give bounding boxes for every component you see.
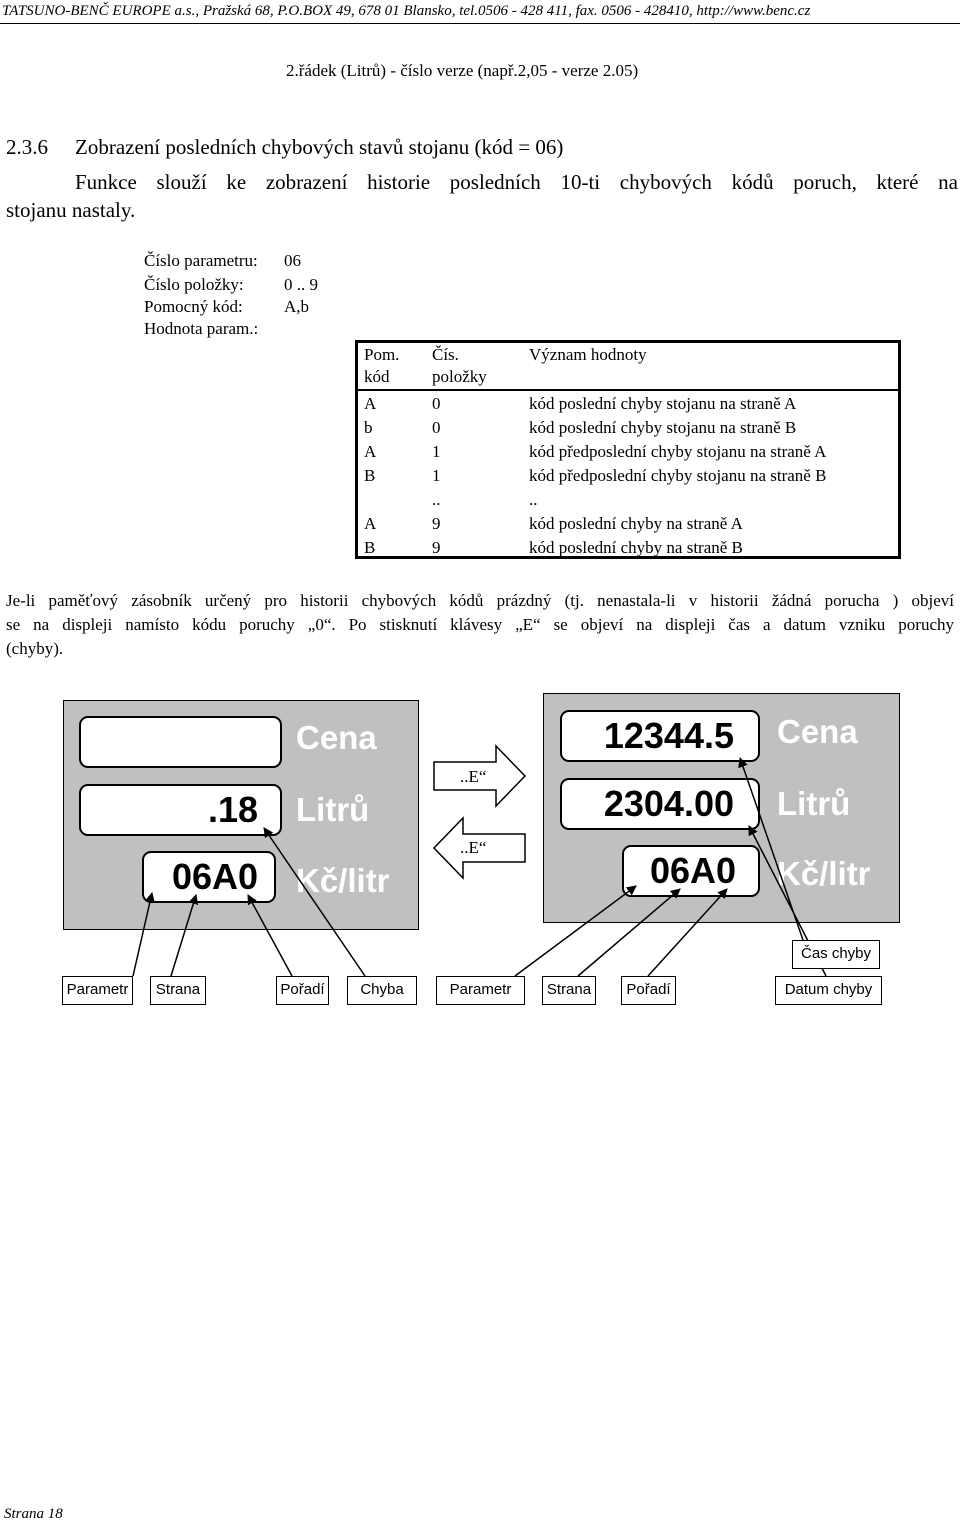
callout-datum-chyby: Datum chyby (775, 976, 882, 1005)
table-cell: kód předposlední chyby stojanu na straně B (529, 466, 827, 485)
param-value: A,b (284, 297, 310, 316)
callout-line (578, 889, 680, 976)
panel-label-kc-litr: Kč/litr (777, 855, 871, 892)
intro-line-1: Funkce slouží ke zobrazení historie posledních 10-ti chybových kódů poruch, které na (75, 170, 958, 194)
table-cell: kód poslední chyby stojanu na straně B (529, 418, 797, 437)
callout-line (248, 895, 292, 976)
panel-label-kc-litr: Kč/litr (296, 862, 390, 899)
display-bottom: 06A0 (622, 845, 760, 897)
callout-line (740, 758, 803, 940)
table-header: Čís. (432, 345, 459, 364)
callout-chyba: Chyba (347, 976, 417, 1005)
table-cell: B (364, 466, 376, 485)
panel-label-litru: Litrů (777, 785, 851, 822)
callout-line (648, 889, 727, 976)
subtitle: 2.řádek (Litrů) - číslo verze (např.2,05 - verze 2.05) (286, 61, 639, 80)
table-cell: A (364, 394, 377, 413)
section-number: 2.3.6 (6, 135, 48, 159)
display-bottom: 06A0 (142, 851, 276, 903)
table-header: kód (364, 367, 390, 386)
callout-strana: Strana (150, 976, 206, 1005)
table-header: položky (432, 367, 487, 386)
callout-parametr: Parametr (436, 976, 525, 1005)
arrow-left-label: ..E“ (460, 838, 487, 857)
callout-poradi: Pořadí (276, 976, 329, 1005)
table-cell: kód poslední chyby na straně A (529, 514, 743, 533)
panel-label-cena: Cena (777, 713, 858, 750)
company-header: TATSUNO-BENČ EUROPE a.s., Pražská 68, P.O.BOX 49, 678 01 Blansko, tel.0506 - 428 411, fax. 0506 - 428410, http://www.benc.cz (2, 3, 811, 19)
table-cell: 9 (432, 538, 441, 557)
callout-line (171, 895, 196, 976)
panel-label-cena: Cena (296, 719, 377, 756)
section-title: Zobrazení posledních chybových stavů stojanu (kód = 06) (75, 135, 564, 159)
intro-line-2: stojanu nastaly. (6, 198, 136, 222)
table-cell: A (364, 442, 377, 461)
table-cell: 0 (432, 418, 441, 437)
table-header: Pom. (364, 345, 400, 364)
display-mid: .18 (79, 784, 282, 836)
callout-cas-chyby: Čas chyby (792, 940, 880, 969)
table-cell: kód poslední chyby stojanu na straně A (529, 394, 797, 413)
display-top: 12344.5 (560, 710, 760, 762)
table-cell: 1 (432, 466, 441, 485)
table-header: Význam hodnoty (529, 345, 647, 364)
param-label: Hodnota param.: (144, 319, 259, 338)
table-cell: .. (432, 490, 441, 509)
callout-parametr: Parametr (62, 976, 133, 1005)
arrow-right-label: ..E“ (460, 767, 487, 786)
table-cell: kód předposlední chyby stojanu na straně A (529, 442, 827, 461)
table-cell: 9 (432, 514, 441, 533)
callout-strana: Strana (542, 976, 596, 1005)
callout-line (133, 893, 152, 976)
param-label: Číslo položky: (144, 275, 244, 294)
table-cell: 0 (432, 394, 441, 413)
param-value: 06 (284, 251, 301, 270)
table-cell: A (364, 514, 377, 533)
paragraph-line: se na displeji namísto kódu poruchy „0“. Po stisknutí klávesy „E“ se objeví na displeji čas a datum vzniku poruchy (6, 615, 954, 634)
paragraph-line: Je-li paměťový zásobník určený pro historii chybových kódů prázdný (tj. nenastala-li v historii žádná porucha ) objeví (6, 591, 954, 610)
panel-label-litru: Litrů (296, 791, 370, 828)
param-label: Číslo parametru: (144, 251, 258, 270)
table-cell: 1 (432, 442, 441, 461)
param-value: 0 .. 9 (284, 275, 318, 294)
table-cell: .. (529, 490, 538, 509)
param-label: Pomocný kód: (144, 297, 243, 316)
table-cell: kód poslední chyby na straně B (529, 538, 743, 557)
page-number: Strana 18 (4, 1506, 63, 1522)
table-cell: B (364, 538, 376, 557)
callout-poradi: Pořadí (621, 976, 676, 1005)
display-mid: 2304.00 (560, 778, 760, 830)
callout-line (515, 886, 636, 976)
paragraph-line: (chyby). (6, 639, 64, 658)
table-cell: b (364, 418, 373, 437)
